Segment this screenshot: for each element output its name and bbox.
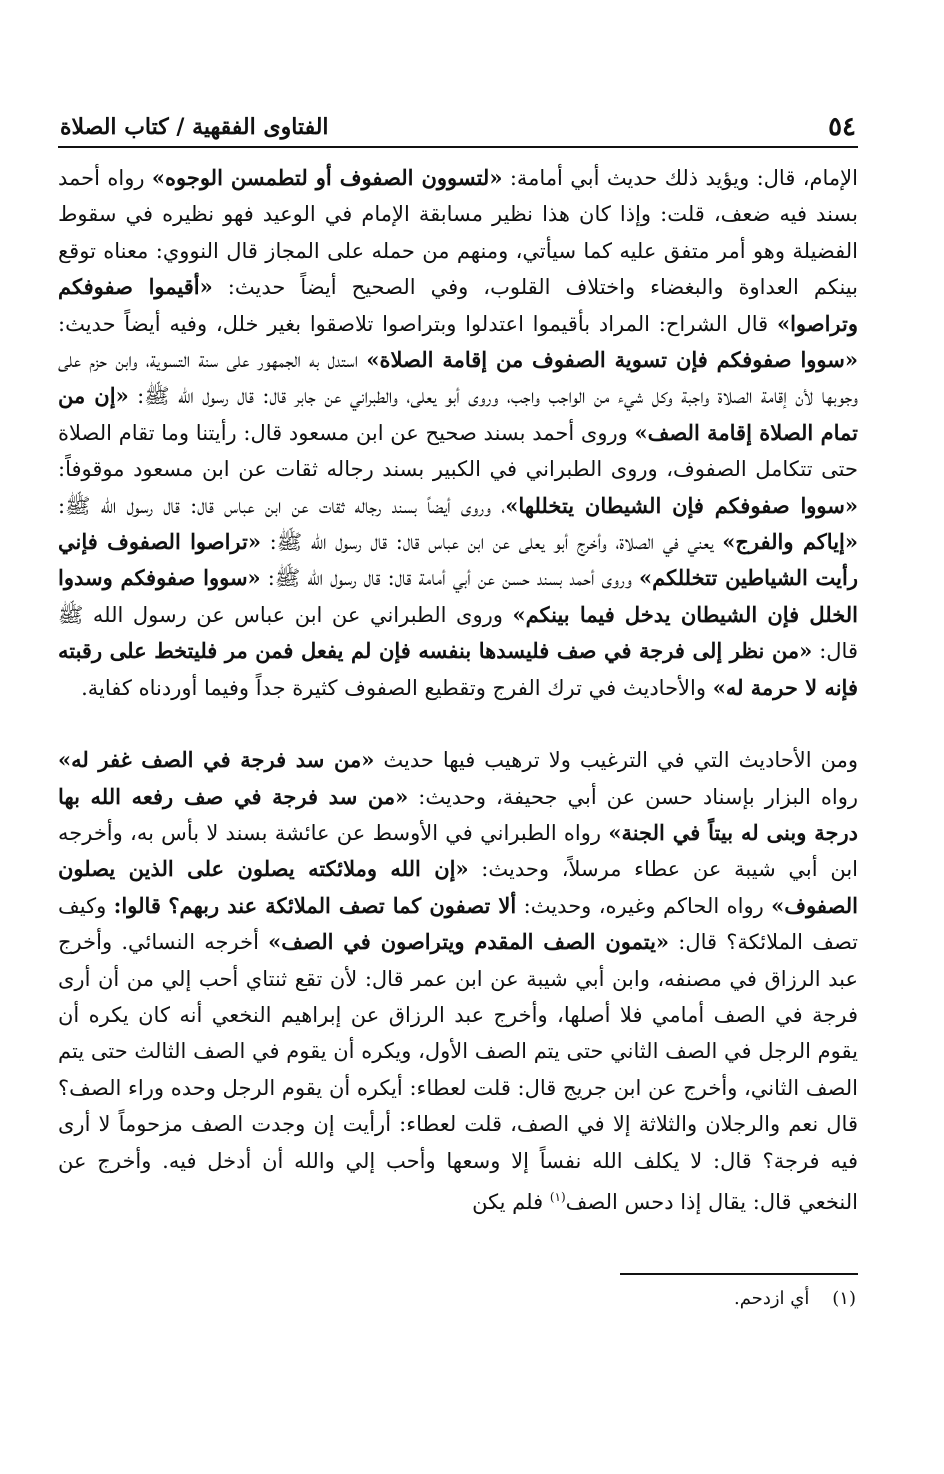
hadith-quote: «من نظر إلى فرجة في صف فليسدها بنفسه فإن لم يفعل فمن مر فليتخط على رقبته فإنه لا حرمة له» bbox=[58, 638, 858, 700]
footnote-rule bbox=[620, 1273, 858, 1275]
paragraph-1 bbox=[58, 160, 858, 706]
text-run: استدل به الجمهور على سنة التسوية، وابن حزم على وجوبها لأن إقامة الصلاة واجبة وكل شيء من الواجب واجب، وروى أبو يعلى، والطبراني عن جابر قال: قال رسول الله ﷺ: bbox=[58, 348, 858, 409]
text-run: وروى أحمد بسند صحيح عن ابن مسعود قال: رأيتنا وما تقام الصلاة حتى تتكامل الصفوف، وروى الطبراني في الكبير بسند رجاله ثقات عن ابن مسعود موقوفاً: bbox=[58, 420, 858, 482]
text-run: وروى الطبراني عن ابن عباس عن رسول الله ﷺ قال: bbox=[58, 602, 858, 664]
running-title: الفتاوى الفقهية / كتاب الصلاة bbox=[60, 114, 329, 140]
text-run: فلم يكن bbox=[472, 1189, 550, 1214]
text-run: رواه الطبراني في الأوسط عن عائشة بسند لا بأس به، وأخرجه ابن أبي شيبة عن عطاء مرسلاً، وحديث: bbox=[58, 820, 858, 882]
text-run: أخرجه النسائي. وأخرج عبد الرزاق في مصنفه، وابن أبي شيبة عن ابن عمر قال: لأن تقع ثنتاي أحب إلي من أن أرى فرجة في الصف أمامي فلا أصلها، وأخرج عبد الرزاق عن إبراهيم النخعي أنه كان يكره أن يقوم الرجل في الصف الثاني حتى يتم الصف الأول، ويكره أن يقوم في الصف الثالث حتى يتم الصف الثاني، وأخرج عن ابن جريج قال: قلت لعطاء: أيكره أن يقوم الرجل وحده وراء الصف؟ قال نعم والرجلان والثلاثة إلا في الصف، قلت لعطاء: أرأيت إن وجدت الصف مزحوماً لا أرى فيه فرجة؟ قال: لا يكلف الله نفساً إلا وسعها وأحب إلي والله أن أدخل فيه. وأخرج عن النخعي قال: يقال إذا دحس الصف bbox=[58, 930, 858, 1214]
text-run: رواه البزار بإسناد حسن عن أبي جحيفة، وحديث: bbox=[408, 784, 858, 809]
hadith-quote: «إياكم والفرج» bbox=[722, 529, 858, 555]
body-text bbox=[58, 160, 858, 1220]
text-run: وروى أحمد بسند حسن عن أبي أمامة قال: قال رسول الله ﷺ: bbox=[260, 566, 639, 591]
text-run: رواه أحمد بسند فيه ضعف، قلت: وإذا كان هذا نظير مسابقة الإمام في الوعيد فهو نظيره في سقوط الفضيلة وهو أمر متفق عليه كما سيأتي، ومنهم من حمله على المجاز قال النووي: معناه توقع بينكم العداوة والبغضاء واختلاف القلوب، وفي الصحيح أيضاً حديث: bbox=[58, 166, 859, 300]
hadith-quote: «سووا صفوفكم وسدوا الخلل فإن الشيطان يدخل فيما بينكم» bbox=[58, 565, 858, 627]
hadith-quote: «من سد فرجة في صف رفعه الله بها درجة وبنى له بيتاً في الجنة» bbox=[58, 783, 858, 845]
header-rule bbox=[58, 146, 858, 148]
hadith-quote: «سووا صفوفكم فإن الشيطان يتخللها» bbox=[505, 492, 858, 518]
page-number: ٥٤ bbox=[828, 112, 856, 142]
paragraph-2 bbox=[58, 742, 858, 1220]
text-run: والأحاديث في ترك الفرج وتقطيع الصفوف كثيرة جداً وفيما أوردناه كفاية. bbox=[81, 675, 713, 700]
hadith-quote: قالوا: bbox=[113, 892, 161, 918]
page-header bbox=[60, 112, 856, 146]
hadith-quote: «إن الله وملائكته يصلون على الذين يصلون الصفوف» bbox=[58, 856, 858, 918]
hadith-quote: «إن من تمام الصلاة إقامة الصف» bbox=[58, 383, 858, 445]
text-run: يعني في الصلاة، وأخرج أبو يعلى عن ابن عباس قال: قال رسول الله ﷺ: bbox=[261, 530, 723, 555]
hadith-quote: «سووا صفوفكم فإن تسوية الصفوف من إقامة الصلاة» bbox=[366, 347, 858, 373]
text-run: وكيف تصف الملائكة؟ قال: bbox=[58, 893, 859, 955]
text-run: الإمام، قال: ويؤيد ذلك حديث أبي أمامة: bbox=[502, 166, 858, 190]
text-run: ، وروى أيضاً بسند رجاله ثقات عن ابن عباس قال: قال رسول الله ﷺ: bbox=[58, 493, 506, 518]
footnote-text: أي ازدحم. bbox=[733, 1288, 810, 1309]
hadith-quote: «أقيموا صفوفكم وتراصوا» bbox=[58, 274, 858, 336]
hadith-quote: «من سد فرجة في الصف غفر له» bbox=[58, 747, 375, 773]
hadith-quote: «لتسوون الصفوف أو لتطمسن الوجوه» bbox=[151, 165, 503, 190]
footnote-marker: (١) bbox=[832, 1288, 856, 1309]
hadith-quote: «يتمون الصف المقدم ويتراصون في الصف» bbox=[268, 929, 670, 955]
footnote bbox=[734, 1288, 856, 1309]
hadith-quote: «تراصوا الصفوف فإني رأيت الشياطين تتخللكم» bbox=[58, 529, 858, 591]
footnote-reference: (١) bbox=[549, 1189, 566, 1204]
hadith-quote: ألا تصفون كما تصف الملائكة عند ربهم؟ bbox=[168, 892, 517, 918]
text-run: ومن الأحاديث التي في الترغيب ولا ترهيب فيها حديث bbox=[374, 748, 858, 773]
text-run: رواه الحاكم وغيره، وحديث: bbox=[516, 893, 772, 918]
text-run: قال الشراح: المراد بأقيموا اعتدلوا وبتراصوا تلاصقوا بغير خلل، وفيه أيضاً حديث: bbox=[58, 311, 777, 336]
